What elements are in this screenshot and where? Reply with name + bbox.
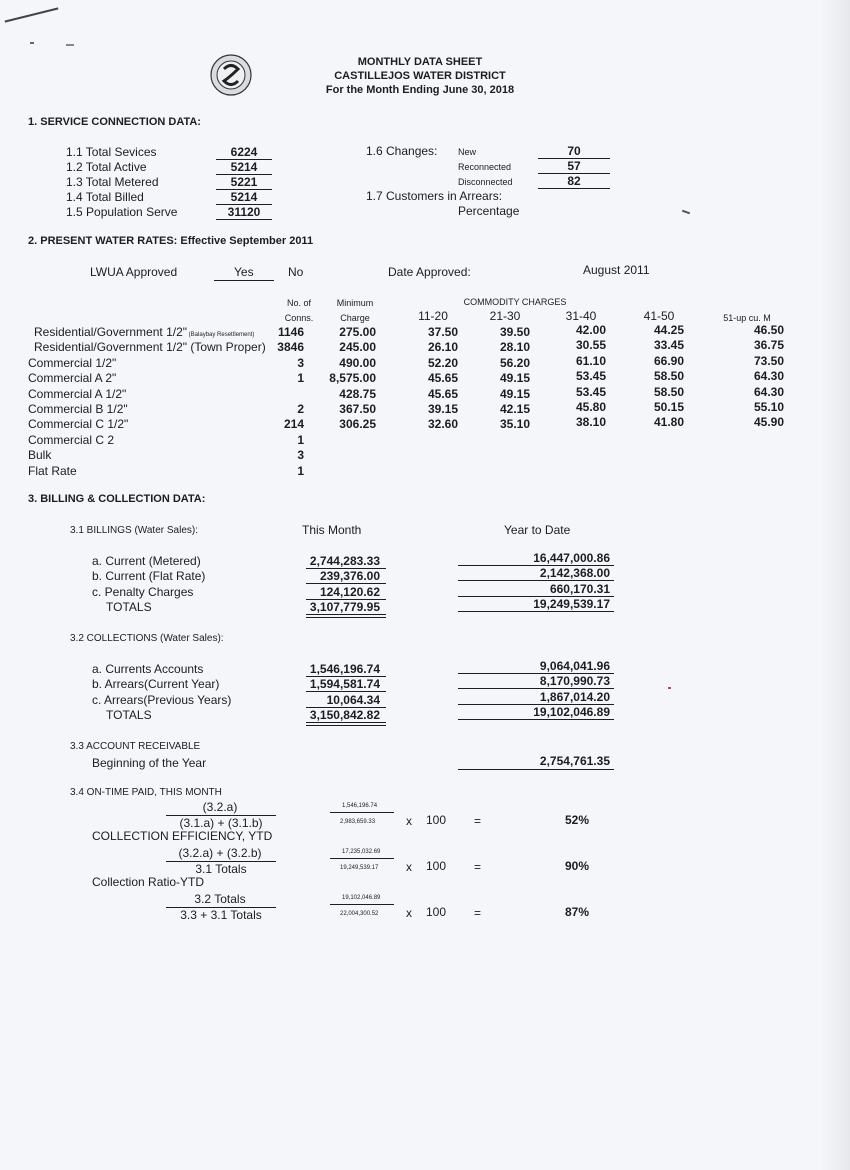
ratio-denominator-label: (3.1.a) + (3.1.b): [179, 816, 263, 830]
lwua-approved-label: LWUA Approved: [90, 265, 178, 279]
rate-row-commodity-charge: 58.50: [653, 384, 684, 399]
rate-row-commodity-charge: 56.20: [499, 355, 530, 370]
service-row-label: 1.3 Total Metered: [66, 175, 159, 189]
changes-label: 1.6 Changes:: [366, 144, 438, 158]
rate-row-commodity-charge: 42.15: [499, 402, 530, 416]
rate-row-commodity-charge: 32.60: [427, 417, 458, 432]
amount-row-label: a. Current (Metered): [92, 554, 201, 568]
amount-year-to-date: 2,142,368.00: [539, 566, 610, 581]
rate-row-commodity-charge: 35.10: [499, 417, 530, 432]
ratio-value-bar: [330, 858, 394, 859]
amount-this-month: 3,150,842.82: [309, 707, 380, 722]
bracket-header: 11-20: [418, 309, 448, 323]
pen-mark: [668, 687, 671, 689]
scan-dots: [66, 44, 74, 46]
rate-row-conns: 1: [297, 463, 304, 478]
change-label: Disconnected: [458, 177, 513, 187]
conns-header: No. of: [286, 298, 311, 308]
rate-row-commodity-charge: 66.90: [653, 353, 684, 368]
amount-this-month: 124,120.62: [319, 584, 380, 599]
rate-row-conns: 3846: [277, 340, 304, 355]
rate-row-commodity-charge: 26.10: [427, 340, 458, 355]
rate-row-commodity-charge: 37.50: [427, 325, 458, 339]
ratio-result: 90%: [565, 859, 590, 873]
rate-row-label: Commercial A 2": [28, 371, 117, 386]
amount-this-month: 1,594,581.74: [309, 677, 380, 692]
ratio-multiply-sign: x: [406, 814, 412, 828]
conns-header-2: Conns.: [284, 313, 314, 323]
amount-year-to-date: 19,249,539.17: [533, 596, 610, 611]
scan-mark: [5, 7, 59, 22]
min-charge-header-2: Charge: [340, 313, 370, 323]
pen-mark: [682, 210, 690, 215]
rate-row-commodity-charge: 49.15: [499, 371, 530, 386]
amount-row-label: TOTALS: [106, 707, 152, 722]
reporting-period: For the Month Ending June 30, 2018: [325, 84, 515, 96]
amount-this-month: 2,744,283.33: [309, 554, 380, 568]
rate-row-label: Commercial A 1/2": [28, 386, 127, 401]
rate-row-conns: 1: [297, 432, 304, 447]
account-receivable-title: 3.3 ACCOUNT RECEIVABLE: [70, 741, 201, 752]
rate-row-commodity-charge: 46.50: [753, 323, 784, 337]
rate-row-label: Residential/Government 1/2" (Town Proper): [34, 340, 266, 355]
ratio-denominator-value: 2,983,659.33: [340, 819, 376, 825]
rate-row-commodity-charge: 61.10: [575, 353, 606, 368]
date-approved-value: August 2011: [583, 263, 650, 277]
rate-row-commodity-charge: 53.45: [575, 369, 606, 384]
rate-row-commodity-charge: 73.50: [753, 353, 784, 368]
rate-row-commodity-charge: 64.30: [753, 369, 784, 384]
rate-row-commodity-charge: 45.90: [753, 415, 784, 430]
change-value: 57: [567, 159, 581, 173]
bracket-header: 41-50: [643, 309, 675, 323]
amount-this-month-underline: [306, 722, 386, 723]
amount-row-label: b. Current (Flat Rate): [92, 569, 206, 584]
change-label: New: [458, 147, 477, 157]
scan-dots: [30, 42, 34, 44]
rate-row-commodity-charge: 36.75: [753, 338, 784, 353]
service-row-label: 1.5 Population Serve: [66, 205, 178, 219]
rate-row-commodity-charge: 45.65: [427, 386, 458, 401]
service-row-value: 5214: [230, 190, 258, 204]
bracket-header: 31-40: [565, 309, 597, 323]
amount-ytd-underline: [458, 611, 614, 612]
ratio-denominator-value: 22,004,300.52: [340, 911, 379, 917]
billings-title: 3.1 BILLINGS (Water Sales):: [70, 525, 199, 536]
rate-row-commodity-charge: 45.65: [427, 371, 458, 386]
ratio-multiply-sign: x: [406, 906, 412, 920]
rate-row-commodity-charge: 33.45: [653, 338, 684, 353]
paper-edge-shadow: [820, 0, 850, 1170]
rate-row-conns: 214: [283, 417, 304, 432]
rate-row-min-charge: 367.50: [339, 402, 376, 416]
ratio-equals-sign: =: [474, 860, 482, 874]
amount-this-month: 1,546,196.74: [309, 662, 380, 676]
amount-this-month: 3,107,779.95: [309, 599, 380, 614]
year-to-date-header: Year to Date: [504, 523, 571, 537]
min-charge-header: Minimum: [336, 298, 374, 308]
ratio-title: Collection Ratio-YTD: [92, 875, 205, 889]
rate-row-commodity-charge: 64.30: [753, 384, 784, 399]
ratio-denominator-label: 3.3 + 3.1 Totals: [180, 908, 262, 922]
arrears-label: 1.7 Customers in Arrears:: [366, 189, 503, 203]
rate-row-commodity-charge: 58.50: [653, 369, 684, 384]
bracket-header: 51-up cu. M: [723, 313, 771, 323]
amount-this-month: 10,064.34: [326, 692, 380, 707]
ratio-value-bar: [330, 812, 394, 813]
ratio-title: COLLECTION EFFICIENCY, YTD: [92, 829, 273, 843]
yes-option: Yes: [234, 265, 254, 279]
rate-row-conns: 1146: [277, 325, 304, 339]
commodity-charges-header: COMMODITY CHARGES: [463, 297, 567, 307]
rate-row-min-charge: 306.25: [339, 417, 376, 432]
section-2-title: 2. PRESENT WATER RATES: Effective September 2011: [28, 235, 314, 247]
rate-row-commodity-charge: 44.25: [653, 323, 684, 337]
ratio-equals-sign: =: [474, 906, 482, 920]
amount-total-double-underline: [306, 725, 386, 726]
district-seal-icon: [210, 54, 252, 96]
rate-row-conns: 3: [297, 448, 304, 463]
collections-title: 3.2 COLLECTIONS (Water Sales):: [70, 633, 224, 644]
rate-row-commodity-charge: 53.45: [575, 384, 606, 399]
rate-row-conns: 2: [297, 402, 304, 416]
change-value: 70: [567, 144, 581, 158]
ratio-factor: 100: [426, 813, 447, 827]
ratio-numerator-value: 1,546,196.74: [342, 803, 378, 809]
on-time-paid-title: 3.4 ON-TIME PAID, THIS MONTH: [70, 787, 222, 798]
rate-row-min-charge: 490.00: [339, 355, 376, 370]
percentage-label: Percentage: [458, 204, 520, 218]
ratio-numerator-label: 3.2 Totals: [194, 892, 246, 906]
rate-row-commodity-charge: 39.50: [499, 325, 530, 339]
service-row-value: 31120: [227, 205, 261, 219]
rate-row-label: Residential/Government 1/2" (Balaybay Resettlement): [34, 325, 255, 339]
amount-total-double-underline: [306, 617, 386, 618]
rate-row-commodity-charge: 38.10: [575, 415, 606, 430]
ratio-multiply-sign: x: [406, 860, 412, 874]
rate-row-min-charge: 8,575.00: [329, 371, 376, 386]
amount-row-label: TOTALS: [106, 599, 152, 614]
rate-row-commodity-charge: 28.10: [499, 340, 530, 355]
account-receivable-sub: Beginning of the Year: [92, 756, 207, 770]
amount-this-month: 239,376.00: [319, 569, 380, 584]
ratio-factor: 100: [426, 905, 447, 919]
this-month-header: This Month: [302, 523, 362, 537]
rate-row-commodity-charge: 50.15: [653, 400, 684, 414]
rate-row-min-charge: 275.00: [339, 325, 376, 339]
ratio-numerator-value: 17,235,032.69: [342, 849, 381, 855]
service-row-value: 6224: [230, 145, 258, 159]
rate-row-min-charge: 245.00: [339, 340, 376, 355]
amount-year-to-date: 16,447,000.86: [533, 551, 610, 565]
rate-row-conns: 3: [297, 355, 304, 370]
amount-row-label: c. Penalty Charges: [92, 584, 194, 599]
date-approved-label: Date Approved:: [388, 265, 471, 279]
ratio-result: 52%: [565, 813, 590, 827]
amount-row-label: b. Arrears(Current Year): [92, 677, 220, 692]
rate-row-commodity-charge: 30.55: [575, 338, 606, 353]
ratio-equals-sign: =: [474, 814, 482, 828]
rate-row-min-charge: 428.75: [339, 386, 376, 401]
service-row-label: 1.4 Total Billed: [66, 190, 144, 204]
rate-row-note: (Balaybay Resettlement): [187, 332, 255, 338]
ratio-value-bar: [330, 904, 394, 905]
rate-row-commodity-charge: 52.20: [427, 355, 458, 370]
rate-row-label: Commercial B 1/2": [28, 402, 128, 416]
ratio-factor: 100: [426, 859, 447, 873]
ratio-denominator-label: 3.1 Totals: [195, 862, 247, 876]
ratio-result: 87%: [565, 905, 590, 919]
amount-year-to-date: 8,170,990.73: [539, 674, 610, 689]
change-value: 82: [567, 174, 581, 188]
rate-row-commodity-charge: 55.10: [753, 400, 784, 414]
service-row-value: 5214: [230, 160, 258, 174]
amount-year-to-date: 1,867,014.20: [539, 689, 610, 704]
amount-this-month-underline: [306, 614, 386, 615]
amount-row-label: c. Arrears(Previous Years): [92, 692, 232, 707]
service-row-value: 5221: [230, 175, 258, 189]
section-1-title: 1. SERVICE CONNECTION DATA:: [28, 116, 201, 128]
rate-row-commodity-charge: 41.80: [653, 415, 684, 430]
rate-row-label: Commercial C 2: [28, 432, 115, 447]
rate-row-label: Flat Rate: [28, 463, 77, 478]
account-receivable-value: 2,754,761.35: [539, 754, 610, 768]
change-label: Reconnected: [458, 162, 512, 172]
amount-year-to-date: 660,170.31: [549, 581, 610, 596]
amount-year-to-date: 19,102,046.89: [533, 704, 610, 719]
bracket-header: 21-30: [489, 309, 521, 323]
section-3-title: 3. BILLING & COLLECTION DATA:: [28, 493, 206, 505]
organization-name: CASTILLEJOS WATER DISTRICT: [334, 70, 506, 82]
rate-row-commodity-charge: 45.80: [575, 400, 606, 414]
ratio-denominator-value: 19,249,539.17: [340, 865, 379, 871]
ratio-numerator-value: 19,102,046.89: [342, 895, 381, 901]
rate-row-commodity-charge: 42.00: [575, 323, 606, 337]
amount-ytd-underline: [458, 719, 614, 720]
rate-row-commodity-charge: 39.15: [427, 402, 458, 416]
amount-row-label: a. Currents Accounts: [92, 662, 204, 676]
change-underline: [538, 188, 610, 189]
service-row-underline: [216, 219, 272, 220]
no-option: No: [288, 265, 304, 279]
rate-row-label: Bulk: [28, 448, 52, 463]
ratio-numerator-label: (3.2.a): [202, 800, 238, 814]
rate-row-label: Commercial C 1/2": [28, 417, 129, 432]
ratio-numerator-label: (3.2.a) + (3.2.b): [178, 846, 262, 860]
sheet-title: MONTHLY DATA SHEET: [357, 56, 483, 68]
rate-row-conns: 1: [297, 371, 304, 386]
service-row-label: 1.1 Total Sevices: [66, 145, 157, 159]
service-row-label: 1.2 Total Active: [66, 160, 147, 174]
rate-row-label: Commercial 1/2": [28, 355, 117, 370]
rate-row-commodity-charge: 49.15: [499, 386, 530, 401]
amount-year-to-date: 9,064,041.96: [539, 659, 610, 673]
